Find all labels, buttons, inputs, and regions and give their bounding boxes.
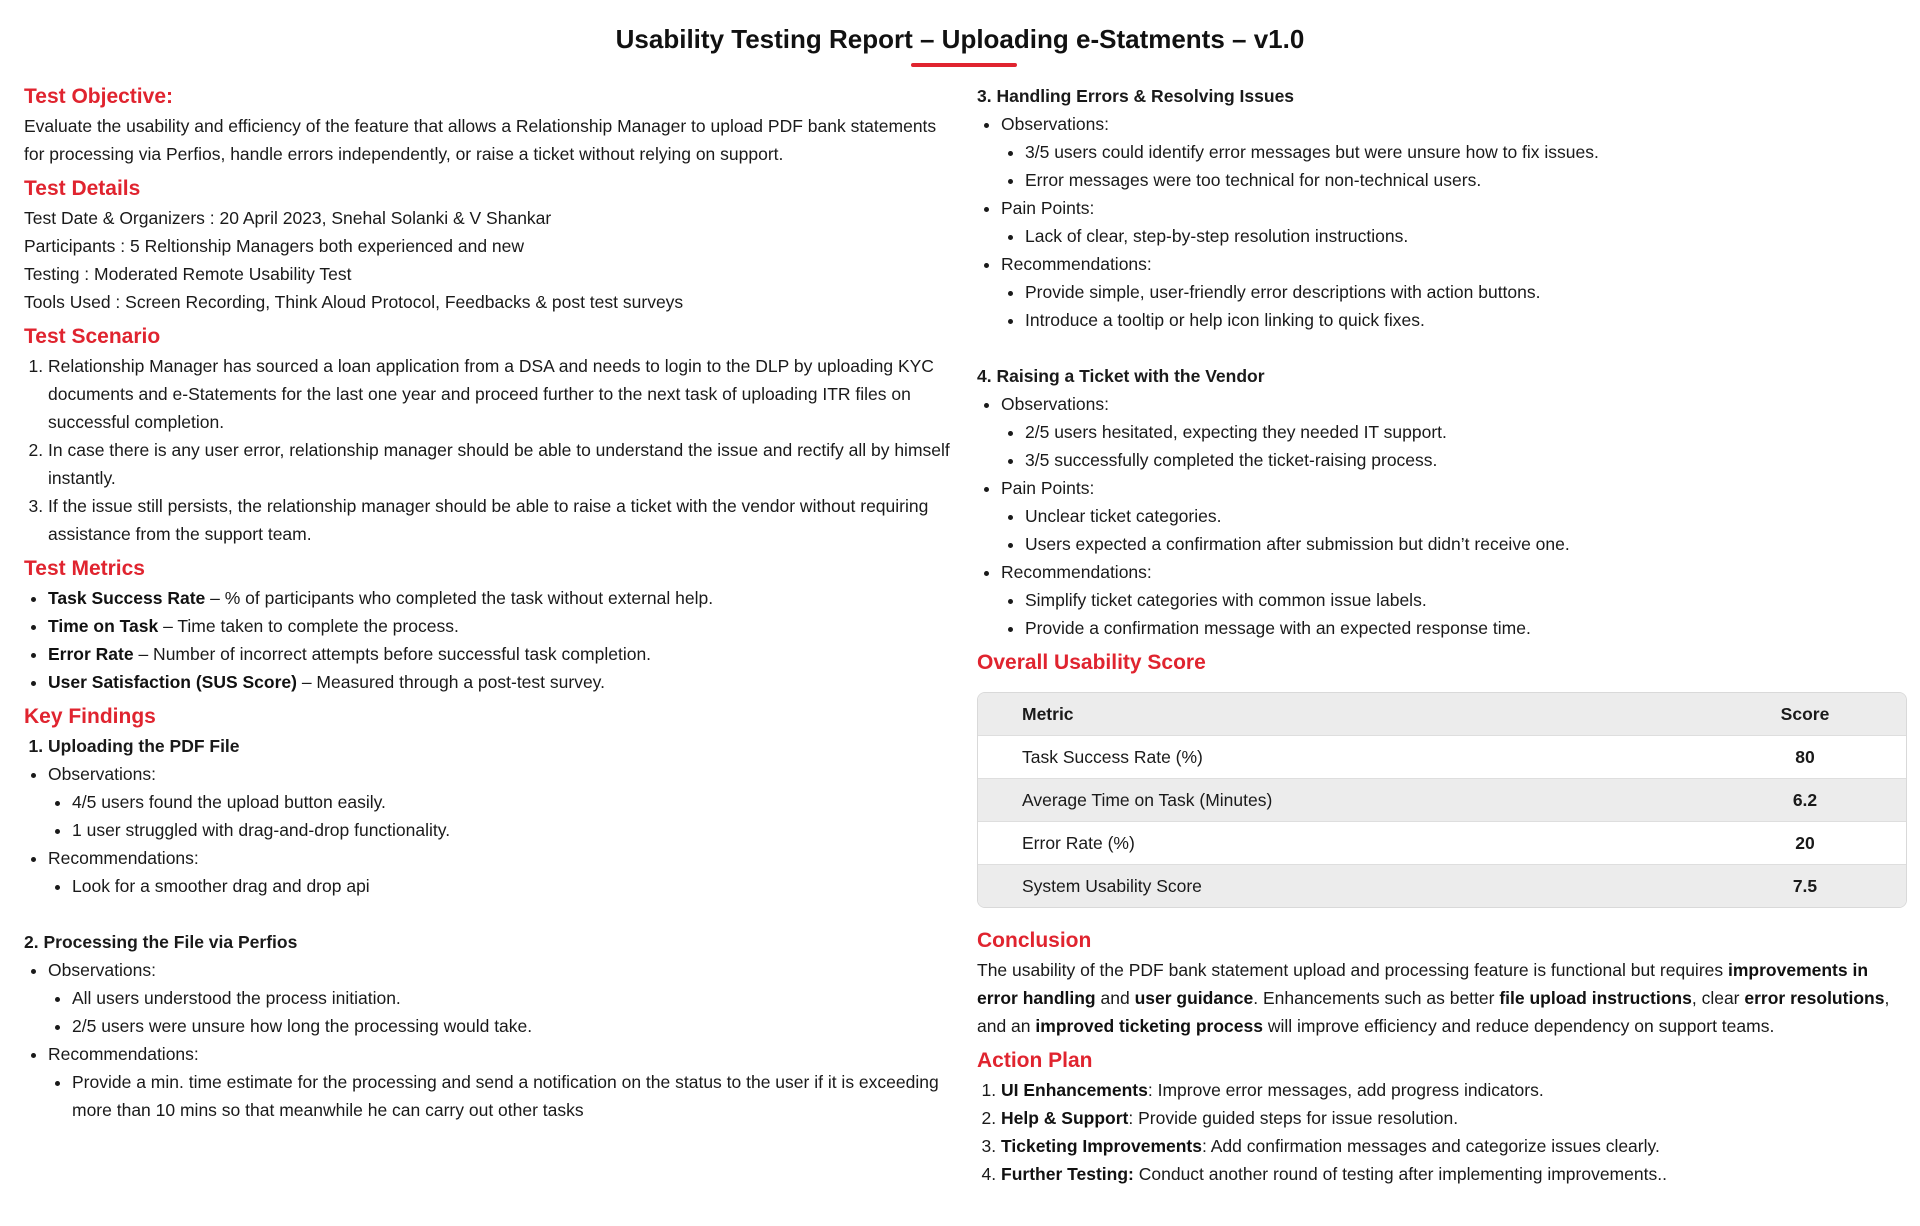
pain-point-item: • Users expected a confirmation after submission but didn’t receive one. — [1025, 530, 1907, 558]
metric-term: Time on Task — [48, 616, 159, 636]
conclusion-text — [977, 956, 1907, 1040]
metric-desc: – Time taken to complete the process. — [158, 616, 459, 636]
metrics-list — [24, 584, 954, 696]
action-desc: Conduct another round of testing after implementing improvements.. — [1133, 1164, 1667, 1184]
action-item — [1001, 1076, 1907, 1104]
conclusion-emphasis: user guidance — [1134, 988, 1254, 1008]
pain-point-item: • Lack of clear, step-by-step resolution instructions. — [1025, 222, 1907, 250]
scenario-item: 2. In case there is any user error, relationship manager should be able to understand the issue and rectify all by himself instantly. — [48, 436, 954, 492]
test-metrics-section — [24, 554, 954, 696]
usability-score-section — [977, 648, 1907, 908]
observation-item: • 4/5 users found the upload button easily. — [72, 788, 954, 816]
recommendation-item: • Provide simple, user-friendly error descriptions with action buttons. — [1025, 278, 1907, 306]
test-details-heading: Test Details — [24, 177, 141, 200]
recommendations-list — [48, 1068, 954, 1124]
metric-cell: Average Time on Task (Minutes) — [978, 779, 1704, 822]
finding-4-title: 4. Raising a Ticket with the Vendor — [977, 366, 1265, 386]
finding-1-list — [24, 732, 954, 760]
key-findings-section — [24, 702, 954, 1124]
metric-item — [48, 640, 954, 668]
pain-points-label — [1001, 474, 1907, 558]
usability-score-table — [977, 692, 1907, 908]
recommendations-list — [48, 872, 954, 900]
key-findings-heading: Key Findings — [24, 705, 156, 728]
observations-list — [1001, 418, 1907, 474]
title-underline — [911, 63, 1017, 67]
test-objective-text: Evaluate the usability and efficiency of the feature that allows a Relationship Manager to upload PDF bank statements for processing via Perfios, handle errors independently, or raise a ticket without relying on support. — [24, 116, 937, 164]
metric-desc: – Measured through a post-test survey. — [296, 672, 605, 692]
test-metrics-heading: Test Metrics — [24, 557, 145, 580]
pain-points-list — [1001, 222, 1907, 250]
metric-cell: Error Rate (%) — [978, 822, 1704, 865]
action-item — [1001, 1160, 1907, 1188]
observations-label — [48, 760, 954, 844]
score-cell: 80 — [1704, 736, 1906, 779]
score-column-header: Score — [1704, 693, 1906, 736]
observation-item: • 3/5 users could identify error messages but were unsure how to fix issues. — [1025, 138, 1907, 166]
test-details-line: Testing : Moderated Remote Usability Test — [24, 264, 352, 284]
table-row — [978, 779, 1906, 822]
test-objective-section — [24, 82, 954, 168]
recommendation-item: • Introduce a tooltip or help icon linking to quick fixes. — [1025, 306, 1907, 334]
action-plan-list — [977, 1076, 1907, 1188]
recommendation-item: • Provide a confirmation message with an expected response time. — [1025, 614, 1907, 642]
scenario-item: 3. If the issue still persists, the relationship manager should be able to raise a ticket with the vendor without requiring assistance from the support team. — [48, 492, 954, 548]
action-term: Further Testing: — [1001, 1164, 1134, 1184]
pain-point-item: • Unclear ticket categories. — [1025, 502, 1907, 530]
usability-score-heading: Overall Usability Score — [977, 651, 1206, 674]
observation-item: • 1 user struggled with drag-and-drop functionality. — [72, 816, 954, 844]
score-cell: 6.2 — [1704, 779, 1906, 822]
left-column — [24, 82, 954, 1130]
recommendations-label-text: Recommendations: — [48, 1044, 199, 1064]
conclusion-fragment: will improve efficiency and reduce dependency on support teams. — [1262, 1016, 1775, 1036]
observations-label — [1001, 390, 1907, 474]
observation-item: • 3/5 successfully completed the ticket-raising process. — [1025, 446, 1907, 474]
metric-cell: System Usability Score — [978, 865, 1704, 908]
recommendations-label — [1001, 558, 1907, 642]
finding-2-details — [24, 956, 954, 1124]
table-header-row — [978, 693, 1906, 736]
recommendation-item: • Provide a min. time estimate for the processing and send a notification on the status to the user if it is exceeding more than 10 mins so that meanwhile he can carry out other tasks — [72, 1068, 954, 1124]
score-table — [978, 693, 1906, 907]
metric-cell: Task Success Rate (%) — [978, 736, 1704, 779]
observations-list — [48, 788, 954, 844]
pain-points-list — [1001, 502, 1907, 558]
finding-2-title: 2. Processing the File via Perfios — [24, 932, 298, 952]
metric-item — [48, 612, 954, 640]
right-column — [977, 82, 1907, 1194]
observations-list — [1001, 138, 1907, 194]
recommendations-list — [1001, 278, 1907, 334]
recommendations-label — [48, 844, 954, 900]
recommendations-label — [1001, 250, 1907, 334]
test-details-line: Participants : 5 Reltionship Managers both experienced and new — [24, 236, 525, 256]
observations-label-text: Observations: — [48, 764, 156, 784]
conclusion-fragment: and — [1095, 988, 1135, 1008]
conclusion-fragment: , clear — [1691, 988, 1745, 1008]
observations-list — [48, 984, 954, 1040]
observation-item: • 2/5 users were unsure how long the processing would take. — [72, 1012, 954, 1040]
scenario-item: 1. Relationship Manager has sourced a loan application from a DSA and needs to login to the DLP by uploading KYC documents and e-Statements for the last one year and proceed further to the next task of uploading ITR files on successful completion. — [48, 352, 954, 436]
finding-4-details — [977, 390, 1907, 642]
action-plan-section — [977, 1046, 1907, 1188]
action-desc: : Add confirmation messages and categorize issues clearly. — [1202, 1136, 1660, 1156]
conclusion-emphasis: error resolutions — [1744, 988, 1885, 1008]
action-term: Help & Support — [1001, 1108, 1129, 1128]
observations-label-text: Observations: — [48, 960, 156, 980]
recommendation-item: • Look for a smoother drag and drop api — [72, 872, 954, 900]
score-cell: 20 — [1704, 822, 1906, 865]
conclusion-emphasis: improvements in error handling — [977, 960, 1869, 1008]
observation-item: • 2/5 users hesitated, expecting they needed IT support. — [1025, 418, 1907, 446]
finding-3-title: 3. Handling Errors & Resolving Issues — [977, 86, 1295, 106]
conclusion-fragment: . Enhancements such as better — [1253, 988, 1500, 1008]
action-term: Ticketing Improvements — [1001, 1136, 1202, 1156]
action-desc: : Improve error messages, add progress indicators. — [1147, 1080, 1544, 1100]
metric-term: User Satisfaction (SUS Score) — [48, 672, 297, 692]
spacer — [24, 900, 954, 928]
conclusion-emphasis: file upload instructions — [1499, 988, 1692, 1008]
conclusion-fragment: , and an — [977, 988, 1890, 1036]
metric-desc: – Number of incorrect attempts before successful task completion. — [133, 644, 652, 664]
conclusion-emphasis: improved ticketing process — [1035, 1016, 1263, 1036]
table-row — [978, 822, 1906, 865]
metric-item — [48, 668, 954, 696]
action-item — [1001, 1104, 1907, 1132]
observations-label — [48, 956, 954, 1040]
finding-1-title: 1. Uploading the PDF File — [48, 732, 954, 760]
pain-points-label — [1001, 194, 1907, 250]
recommendations-label-text: Recommendations: — [1001, 562, 1152, 582]
test-details-line: Tools Used : Screen Recording, Think Aloud Protocol, Feedbacks & post test surveys — [24, 292, 684, 312]
recommendations-list — [1001, 586, 1907, 642]
spacer — [977, 334, 1907, 362]
recommendation-item: • Simplify ticket categories with common issue labels. — [1025, 586, 1907, 614]
test-details-section — [24, 174, 954, 316]
recommendations-label-text: Recommendations: — [48, 848, 199, 868]
observations-label-text: Observations: — [1001, 114, 1109, 134]
conclusion-heading: Conclusion — [977, 929, 1092, 952]
test-details-line: Test Date & Organizers : 20 April 2023, Snehal Solanki & V Shankar — [24, 208, 552, 228]
table-row — [978, 736, 1906, 779]
metric-item — [48, 584, 954, 612]
conclusion-fragment: The usability of the PDF bank statement upload and processing feature is functional but requires — [977, 960, 1728, 980]
metric-term: Task Success Rate — [48, 588, 206, 608]
finding-1-details — [24, 760, 954, 900]
observations-label-text: Observations: — [1001, 394, 1109, 414]
page-title: Usability Testing Report – Uploading e-Statments – v1.0 — [615, 24, 1305, 54]
recommendations-label — [48, 1040, 954, 1124]
table-row — [978, 865, 1906, 908]
test-objective-heading: Test Objective: — [24, 85, 173, 108]
observations-label — [1001, 110, 1907, 194]
pain-points-label-text: Pain Points: — [1001, 198, 1095, 218]
metric-column-header: Metric — [978, 693, 1704, 736]
observation-item: • Error messages were too technical for non-technical users. — [1025, 166, 1907, 194]
score-cell: 7.5 — [1704, 865, 1906, 908]
action-item — [1001, 1132, 1907, 1160]
test-scenario-section — [24, 322, 954, 548]
metric-term: Error Rate — [48, 644, 134, 664]
recommendations-label-text: Recommendations: — [1001, 254, 1152, 274]
metric-desc: – % of participants who completed the task without external help. — [205, 588, 714, 608]
conclusion-section — [977, 926, 1907, 1040]
scenario-list — [24, 352, 954, 548]
action-term: UI Enhancements — [1001, 1080, 1148, 1100]
action-plan-heading: Action Plan — [977, 1049, 1093, 1072]
action-desc: : Provide guided steps for issue resolution. — [1128, 1108, 1459, 1128]
test-scenario-heading: Test Scenario — [24, 325, 161, 348]
observation-item: • All users understood the process initiation. — [72, 984, 954, 1012]
pain-points-label-text: Pain Points: — [1001, 478, 1095, 498]
finding-3-details — [977, 110, 1907, 334]
